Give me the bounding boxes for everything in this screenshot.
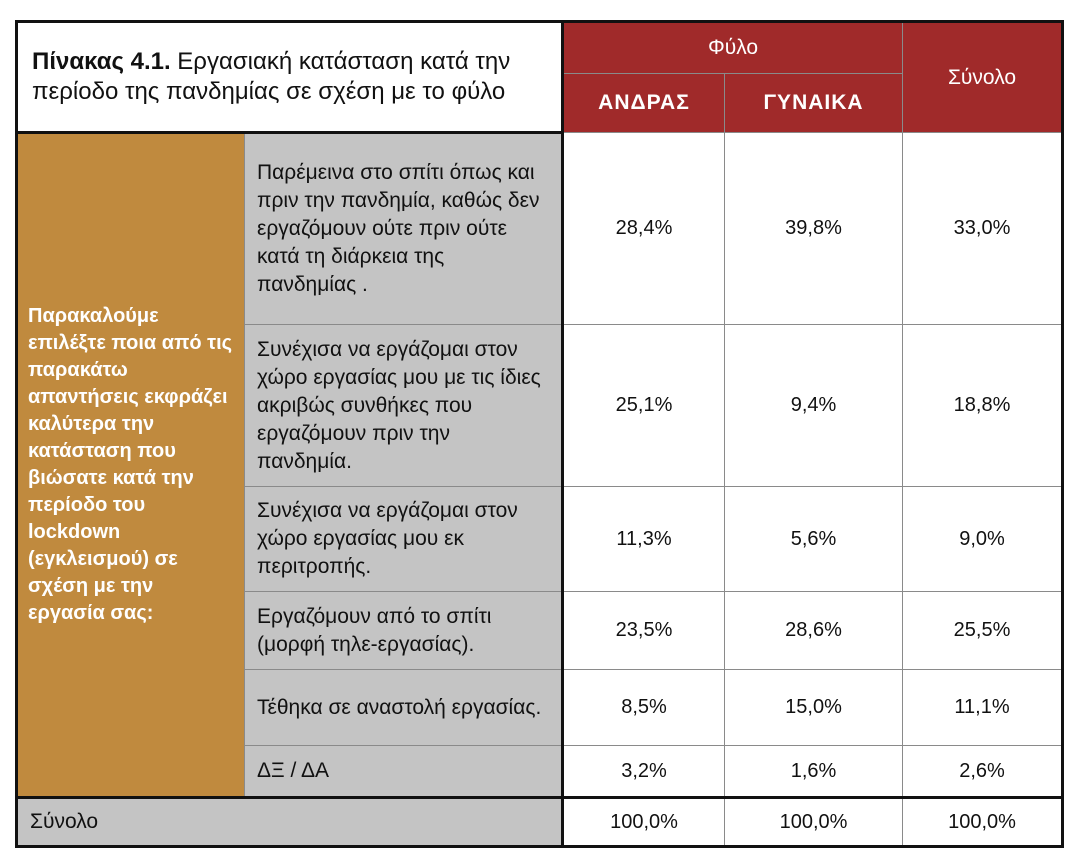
cell-total: 2,6% (903, 746, 1063, 798)
header-male: ΑΝΔΡΑΣ (563, 74, 725, 133)
total-female: 100,0% (725, 798, 903, 847)
cell-male: 3,2% (563, 746, 725, 798)
header-total: Σύνολο (903, 22, 1063, 133)
cell-female: 5,6% (725, 487, 903, 592)
cell-total: 25,5% (903, 592, 1063, 670)
cell-male: 23,5% (563, 592, 725, 670)
cell-female: 9,4% (725, 325, 903, 487)
total-row-label: Σύνολο (17, 798, 563, 847)
table-title-number: Πίνακας 4.1. (32, 48, 171, 75)
response-label: Τέθηκα σε αναστολή εργασίας. (245, 670, 563, 746)
question-label: Παρακαλούμε επιλέξτε ποια από τις παρακάτω απαντήσεις εκφράζει καλύτερα την κατάσταση που βιώσατε κατά την περίοδο του lockdown (εγκλεισμού) σε σχέση με την εργασία σας: (17, 133, 245, 798)
cell-female: 28,6% (725, 592, 903, 670)
cell-female: 15,0% (725, 670, 903, 746)
header-female: ΓΥΝΑΙΚΑ (725, 74, 903, 133)
cell-female: 1,6% (725, 746, 903, 798)
data-table (15, 20, 1064, 848)
response-label: Συνέχισα να εργάζομαι στον χώρο εργασίας μου εκ περιτροπής. (245, 487, 563, 592)
cell-total: 33,0% (903, 133, 1063, 325)
cell-total: 18,8% (903, 325, 1063, 487)
table-title (17, 22, 563, 133)
cell-male: 11,3% (563, 487, 725, 592)
response-label: Συνέχισα να εργάζομαι στον χώρο εργασίας μου με τις ίδιες ακριβώς συνθήκες που εργαζόμουν πριν την πανδημία. (245, 325, 563, 487)
cell-total: 9,0% (903, 487, 1063, 592)
cell-male: 8,5% (563, 670, 725, 746)
total-total: 100,0% (903, 798, 1063, 847)
header-group-gender: Φύλο (563, 22, 903, 74)
response-label: ΔΞ / ΔΑ (245, 746, 563, 798)
cell-male: 28,4% (563, 133, 725, 325)
cell-total: 11,1% (903, 670, 1063, 746)
total-male: 100,0% (563, 798, 725, 847)
response-label: Παρέμεινα στο σπίτι όπως και πριν την πανδημία, καθώς δεν εργαζόμουν ούτε πριν ούτε κατά τη διάρκεια της πανδημίας . (245, 133, 563, 325)
table-title-text: Εργασιακή κατάσταση κατά την περίοδο της πανδημίας σε σχέση με το φύλο (32, 48, 511, 105)
response-label: Εργαζόμουν από το σπίτι (μορφή τηλε-εργασίας). (245, 592, 563, 670)
cell-female: 39,8% (725, 133, 903, 325)
cell-male: 25,1% (563, 325, 725, 487)
